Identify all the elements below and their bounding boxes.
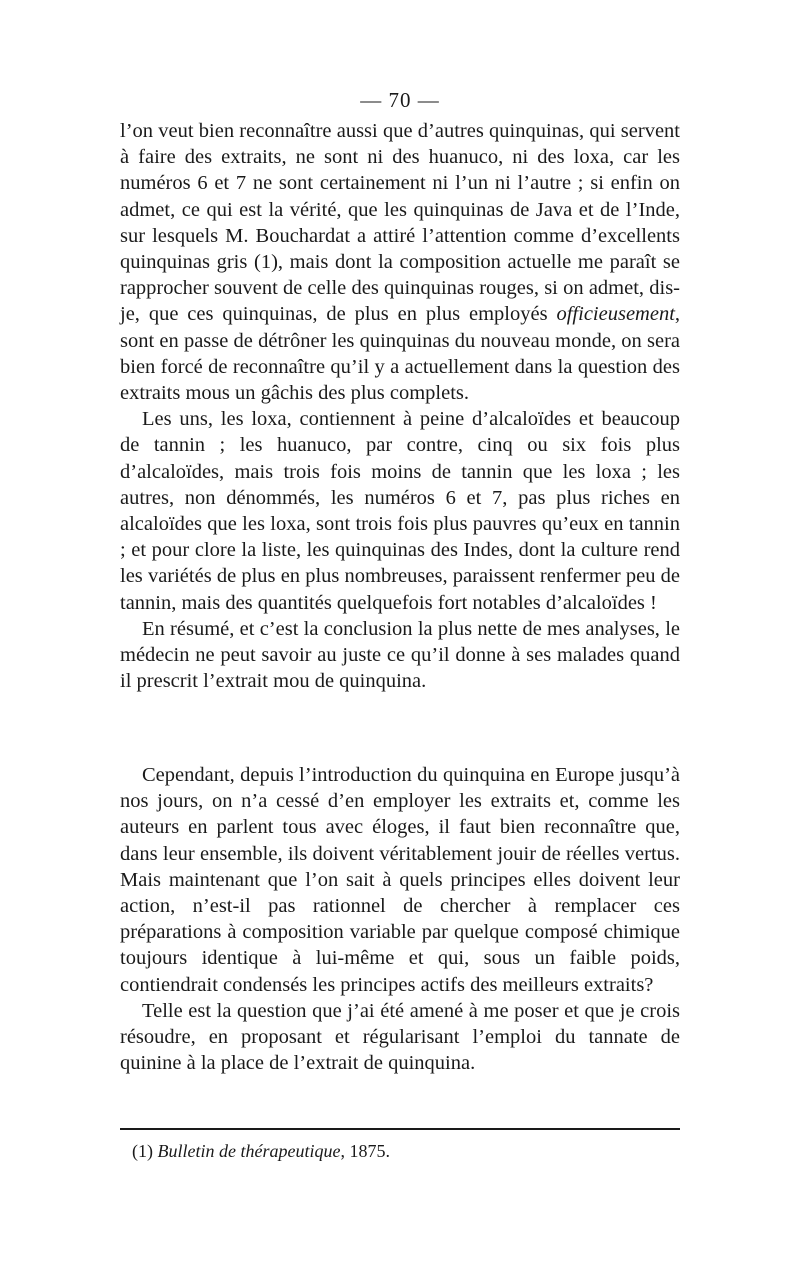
footnote [132, 1140, 680, 1162]
paragraph-4: Cependant, depuis l’introduction du quinquina en Europe jusqu’à nos jours, on n’a cessé d’en employer les extraits et, comme les auteurs en parlent tous avec éloges, il faut bien reconnaître que, dans leur ensemble, ils doivent véritablement jouir de réelles vertus. Mais maintenant que l’on sait à quels principes elles doivent leur action, n’est-il pas rationnel de chercher à remplacer ces préparations à composition variable par quelque composé chimique toujours identique à lui-même et qui, sous un faible poids, contiendrait condensés les principes actifs des meilleurs extraits? [120, 764, 680, 996]
footnote-marker: (1) [132, 1141, 153, 1161]
footnote-title: Bulletin de thérapeutique [157, 1141, 341, 1161]
paragraph-1-end: , sont en passe de détrôner les quinquinas du nouveau monde, on sera bien forcé de reconnaître qu’il y a actuellement dans la question des extraits mous un gâchis des plus complets. [120, 303, 681, 405]
main-text-bottom [120, 762, 680, 1076]
paragraph-5: Telle est la question que j’ai été amené à me poser et que je crois résoudre, en proposant et régularisant l’emploi du tannate de quinine à la place de l’extrait de quinquina. [120, 999, 680, 1075]
paragraph-2: Les uns, les loxa, contiennent à peine d’alcaloïdes et beaucoup de tannin ; les huanuco, par contre, cinq ou six fois plus d’alcaloïdes, mais trois fois moins de tannin que les loxa ; les autres, non dénommés, les numéros 6 et 7, pas plus riches en alcaloïdes que les loxa, sont trois fois plus pauvres qu’eux en tannin ; et pour clore la liste, les quinquinas des Indes, dont la culture rend les variétés de plus en plus nombreuses, paraissent renfermer peu de tannin, mais des quantités quelquefois fort notables d’alcaloïdes ! [120, 408, 680, 614]
paragraph-1-text: l’on veut bien reconnaître aussi que d’autres quinquinas, qui servent à faire des extraits, ne sont ni des huanuco, ni des loxa, car les numéros 6 et 7 ne sont certainement ni l’un ni l’autre ; si enfin on admet, ce qui est la vérité, que les quinquinas de Java et de l’Inde, sur lesquels M. Bouchardat a attiré l’attention comme d’excellents quinquinas gris (1), mais dont la composition actuelle me paraît se rapprocher souvent de celle des quinquinas rouges, si on admet, dis-je, que ces quinquinas, de plus en plus employés [120, 120, 680, 326]
main-text-top [120, 118, 680, 694]
paragraph-3: En résumé, et c’est la conclusion la plus nette de mes analyses, le médecin ne peut savoir au juste ce qu’il donne à ses malades quand il prescrit l’extrait mou de quinquina. [120, 617, 680, 693]
footnote-rest: , 1875. [340, 1141, 390, 1161]
paragraph-1-italic: officieusement [556, 303, 675, 326]
page-number: — 70 — [360, 88, 440, 112]
paragraph-1 [120, 118, 680, 406]
footnote-divider [120, 1128, 680, 1130]
